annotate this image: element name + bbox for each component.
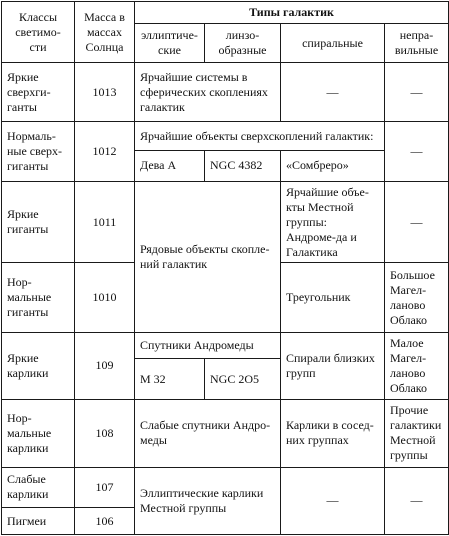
class-cell: Слабые карлики — [2, 467, 75, 508]
irregular-cell: Большое Магел-ланово Облако — [385, 263, 449, 332]
class-cell: Яркие сверхги-ганты — [2, 63, 75, 122]
elliptical-lenticular-cell: Слабые спутники Андро-меды — [135, 400, 281, 467]
class-cell: Нор-мальные карлики — [2, 400, 75, 467]
irregular-cell: — — [385, 122, 449, 181]
mass-cell: 109 — [75, 332, 135, 399]
mass-cell: 1010 — [75, 263, 135, 332]
irregular-cell: — — [385, 467, 449, 534]
header-lenticular: линзо-образные — [205, 24, 281, 63]
elliptical-lenticular-cell: Эллиптические карлики Местной группы — [135, 467, 281, 534]
header-irregular: непра-вильные — [385, 24, 449, 63]
galaxy-types-table — [1, 1, 449, 535]
class-cell: Нор-мальные гиганты — [2, 263, 75, 332]
header-row-1 — [2, 2, 449, 24]
header-mass: Масса в массах Солнца — [75, 2, 135, 63]
lenticular-cell: NGC 2O5 — [205, 359, 281, 400]
table-row — [2, 63, 449, 122]
span-cell: Ярчайшие объекты сверхскоплений галактик: — [135, 122, 385, 151]
spiral-cell: Ярчайшие объе-кты Местной группы: Андроме-да и Галактика — [281, 181, 385, 263]
lenticular-cell: NGC 4382 — [205, 151, 281, 182]
class-cell: Яркие карлики — [2, 332, 75, 399]
elliptical-lenticular-cell: Рядовые объекты скопле-ний галактик — [135, 181, 281, 332]
spiral-cell: — — [281, 63, 385, 122]
spiral-cell: Карлики в сосед-них группах — [281, 400, 385, 467]
header-elliptical: эллиптиче-ские — [135, 24, 205, 63]
mass-cell: 1011 — [75, 181, 135, 263]
spiral-cell: Треугольник — [281, 263, 385, 332]
mass-cell: 1013 — [75, 63, 135, 122]
class-cell: Яркие гиганты — [2, 181, 75, 263]
header-galaxy-types: Типы галактик — [135, 2, 449, 24]
mass-cell: 106 — [75, 508, 135, 535]
elliptical-lenticular-cell: Ярчайшие системы в сферических скоплениях галактик — [135, 63, 281, 122]
irregular-cell: — — [385, 63, 449, 122]
mass-cell: 107 — [75, 467, 135, 508]
table-row — [2, 122, 449, 151]
irregular-cell: Малое Магел-ланово Облако — [385, 332, 449, 399]
mass-cell: 108 — [75, 400, 135, 467]
elliptical-cell: Дева А — [135, 151, 205, 182]
header-spiral: спиральные — [281, 24, 385, 63]
mass-cell: 1012 — [75, 122, 135, 181]
irregular-cell: Прочие галактики Местной группы — [385, 400, 449, 467]
irregular-cell: — — [385, 181, 449, 263]
spiral-cell: Спирали близких групп — [281, 332, 385, 399]
class-cell: Нормаль-ные сверх-гиганты — [2, 122, 75, 181]
table-row — [2, 400, 449, 467]
header-classes: Классы светимо-сти — [2, 2, 75, 63]
table-row — [2, 332, 449, 359]
elliptical-cell: М 32 — [135, 359, 205, 400]
span-cell: Спутники Андромеды — [135, 332, 281, 359]
spiral-cell: «Сомбреро» — [281, 151, 385, 182]
table-row — [2, 181, 449, 263]
class-cell: Пигмеи — [2, 508, 75, 535]
spiral-cell: — — [281, 467, 385, 534]
table-row — [2, 467, 449, 508]
